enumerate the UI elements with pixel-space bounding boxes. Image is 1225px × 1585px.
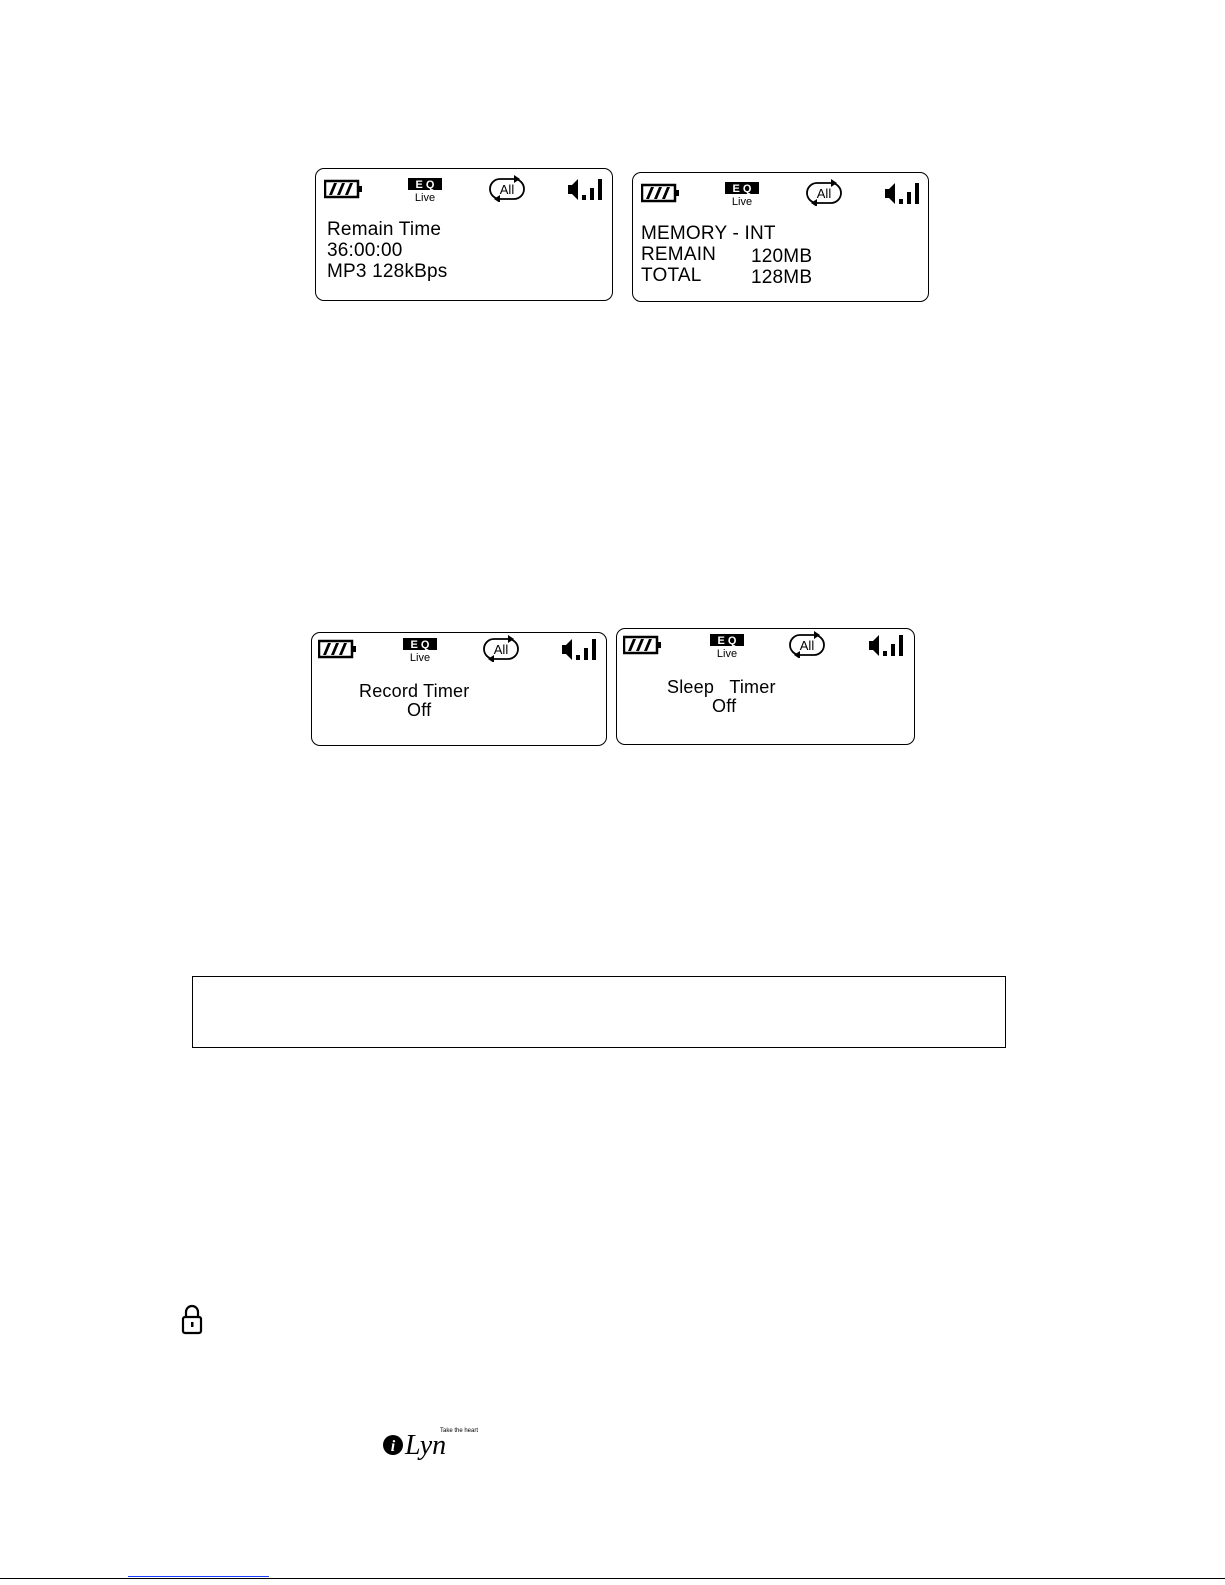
eq-live-icon [723, 181, 763, 207]
ilyn-logo [382, 1424, 482, 1460]
svg-text:All: All [493, 642, 509, 657]
battery-icon [641, 183, 681, 203]
eq-live-icon [708, 633, 748, 659]
battery-icon [623, 635, 663, 655]
footer-link-underline [128, 1576, 269, 1577]
svg-text:Live: Live [414, 192, 436, 203]
svg-text:Live: Live [731, 196, 753, 207]
svg-text:E Q: E Q [410, 639, 430, 651]
lcd-status-bar [633, 173, 928, 213]
memory-remain-label: REMAIN [641, 244, 717, 265]
record-timer-value: Off [407, 700, 432, 720]
repeat-all-icon [805, 178, 845, 206]
remain-time-value: 36:00:00 [327, 240, 403, 261]
svg-text:Live: Live [716, 648, 738, 659]
note-box [192, 976, 1006, 1048]
lcd-status-bar [316, 169, 612, 209]
lcd-screen-remain-time [315, 168, 613, 301]
volume-icon [566, 177, 606, 201]
battery-icon [324, 179, 364, 199]
svg-text:All: All [799, 638, 815, 653]
svg-text:Lyn: Lyn [405, 1430, 447, 1460]
memory-remain-value: 120MB [751, 246, 813, 267]
repeat-all-icon [788, 630, 828, 658]
svg-text:All: All [499, 182, 515, 197]
svg-text:i: i [390, 1438, 396, 1455]
lcd-screen-record-timer [311, 632, 607, 746]
volume-icon [883, 181, 923, 205]
memory-total-value: 128MB [751, 267, 813, 288]
repeat-all-icon [482, 634, 522, 662]
sleep-timer-label: Sleep Timer [667, 677, 776, 697]
svg-text:Live: Live [409, 652, 431, 663]
lock-icon [180, 1303, 204, 1335]
sleep-timer-value: Off [712, 696, 737, 716]
lcd-status-bar [617, 629, 914, 669]
volume-icon [560, 637, 600, 661]
lcd-screen-sleep-timer [616, 628, 915, 745]
volume-icon [867, 633, 907, 657]
eq-live-icon [406, 177, 446, 203]
svg-text:E Q: E Q [732, 183, 752, 195]
lcd-status-bar [312, 633, 606, 673]
lcd-screen-memory [632, 172, 929, 302]
record-timer-label: Record Timer [359, 681, 470, 701]
svg-text:All: All [816, 186, 832, 201]
svg-text:E Q: E Q [415, 179, 435, 191]
remain-time-label: Remain Time [327, 219, 442, 240]
svg-text:Take the heart: Take the heart [440, 1428, 479, 1434]
footer-rule [0, 1578, 1225, 1579]
repeat-all-icon [488, 174, 528, 202]
battery-icon [318, 639, 358, 659]
svg-text:E Q: E Q [717, 635, 737, 647]
eq-live-icon [401, 637, 441, 663]
bitrate-info: MP3 128kBps [327, 261, 448, 282]
memory-total-label: TOTAL [641, 265, 702, 286]
memory-title: MEMORY - INT [641, 223, 776, 244]
